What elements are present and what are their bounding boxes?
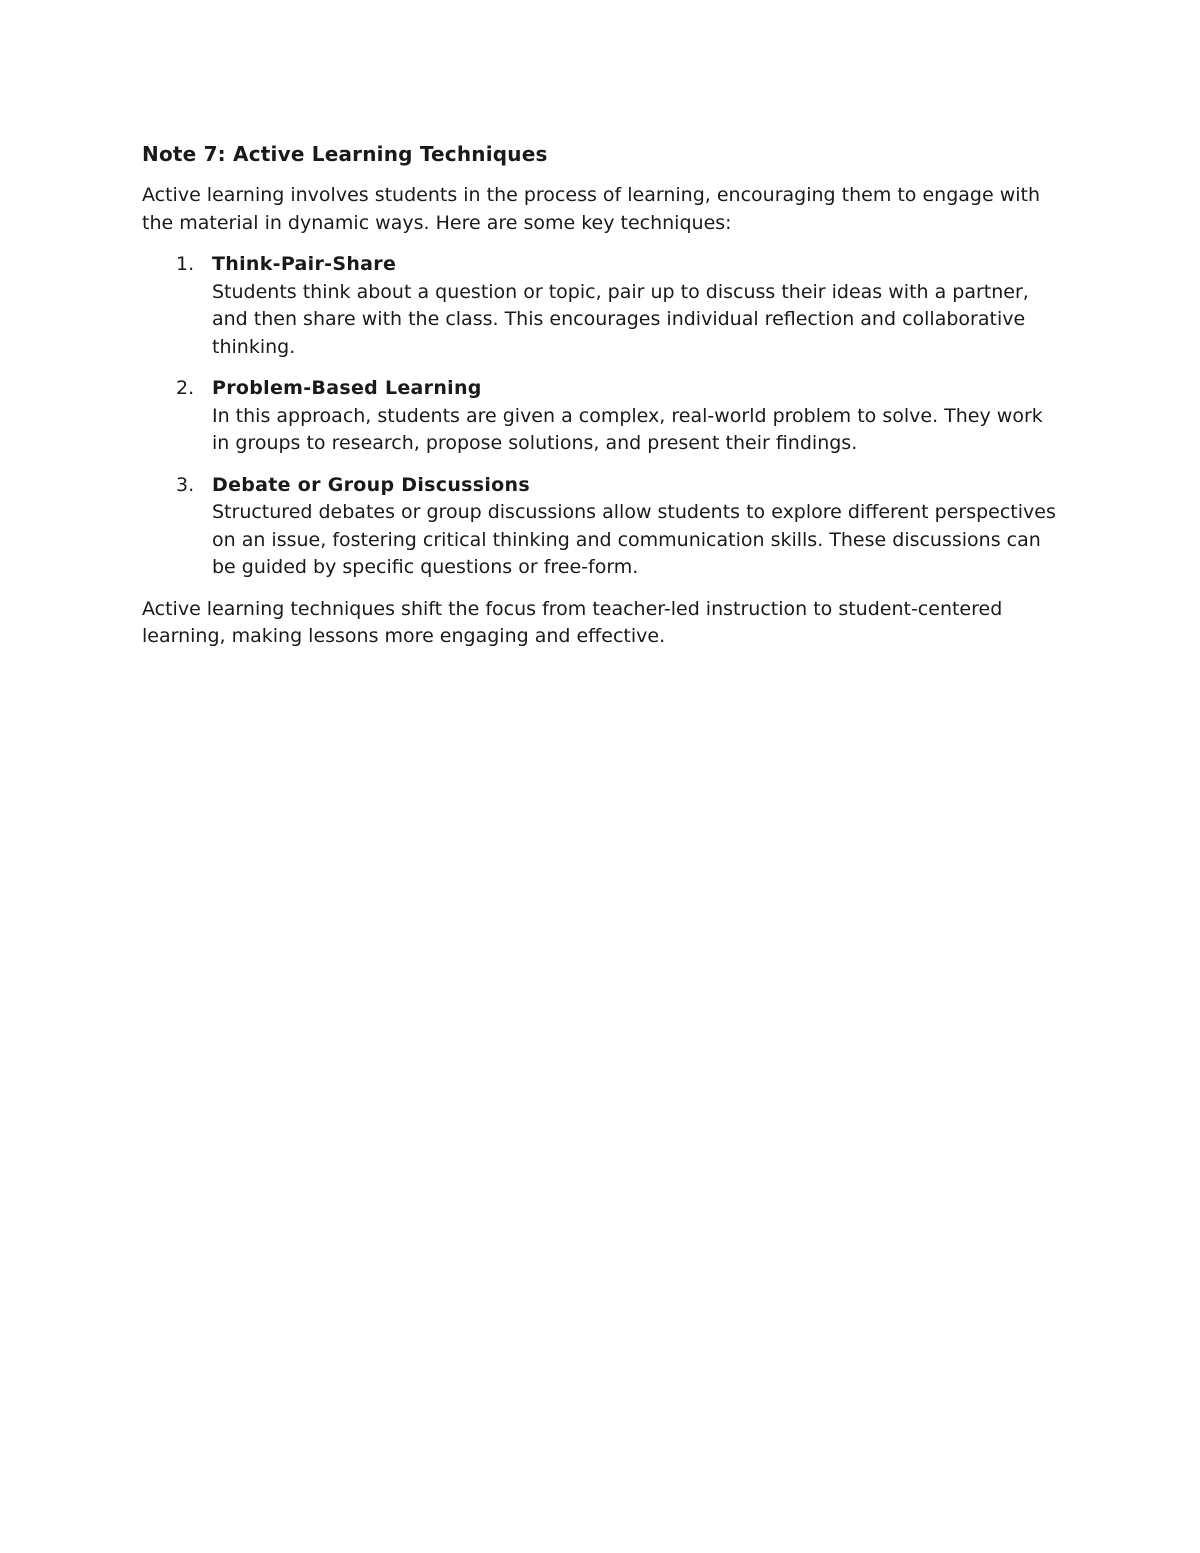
list-item-problem-based-learning [142,375,1062,458]
list-item-think-pair-share [142,251,1062,361]
list-item-description: In this approach, students are given a complex, real-world problem to solve. They work in groups to research, propose solutions, and present their findings. [212,404,1043,454]
list-item-title: Think-Pair-Share [212,253,397,275]
list-item-title: Debate or Group Discussions [212,473,530,496]
list-item-number: 1. [176,253,195,275]
conclusion-paragraph: Active learning techniques shift the focus from teacher-led instruction to student-centered learning, making lessons more engaging and effective. [142,597,1003,647]
list-item-description: Students think about a question or topic, pair up to discuss their ideas with a partner, and then share with the class. This encourages individual reflection and collaborative thinking. [212,280,1029,358]
intro-paragraph: Active learning involves students in the process of learning, encouraging them to engage with the material in dynamic ways. Here are some key techniques: [142,184,1041,234]
list-item-number: 2. [176,377,195,399]
list-item-debate-group-discussions [142,472,1062,582]
list-item-title: Problem-Based Learning [212,377,482,399]
list-item-description: Structured debates or group discussions allow students to explore different perspectives on an issue, fostering critical thinking and communication skills. These discussions can be guided by specific questions or free-form. [212,501,1056,578]
techniques-list [142,251,1062,582]
document-page [142,140,1062,665]
list-item-number: 3. [176,473,195,496]
page-title: Note 7: Active Learning Techniques [142,142,548,166]
